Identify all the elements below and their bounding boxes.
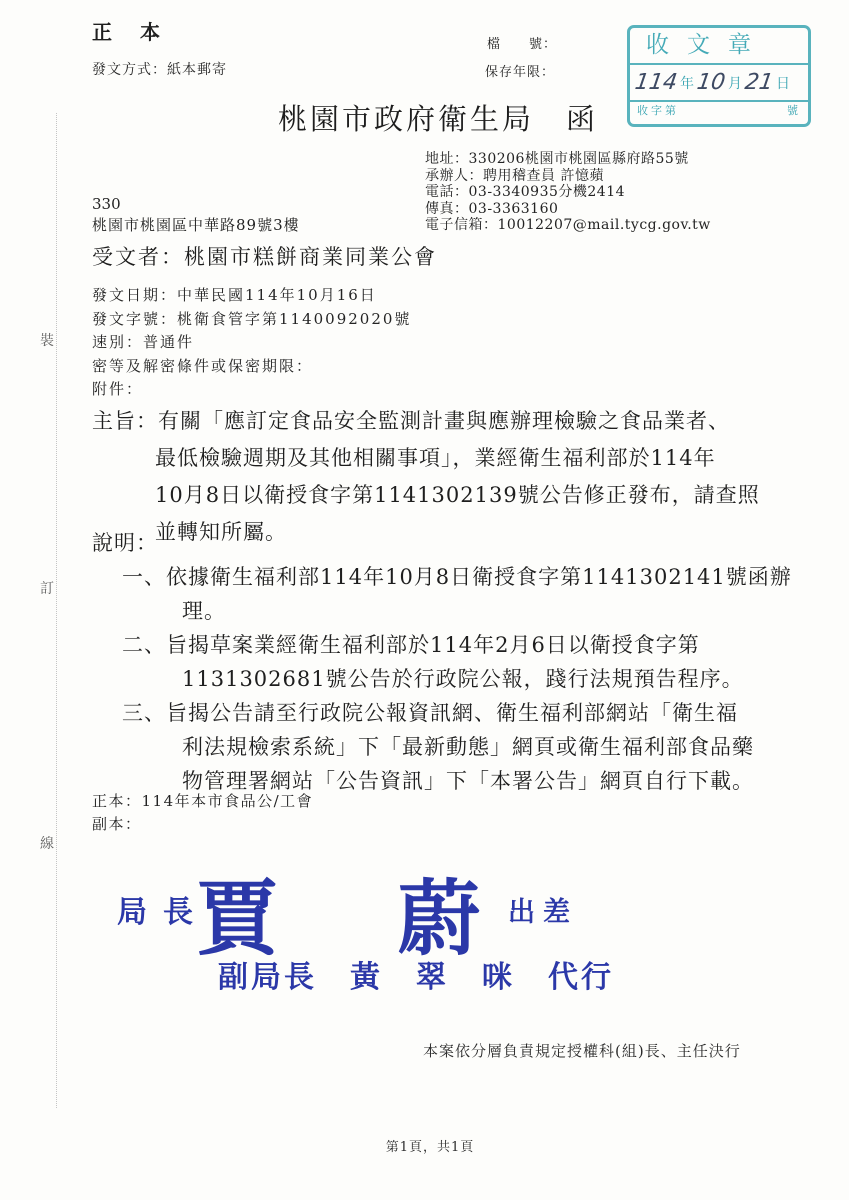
subject-line: 並轉知所屬。 [155, 520, 287, 544]
binding-mark-xian: 線 [40, 836, 54, 852]
binding-mark-zhuang: 裝 [40, 333, 54, 349]
day-unit-label: 日 [776, 75, 790, 92]
receipt-year-handwritten: 114 [633, 69, 679, 95]
receipt-stamp-title: 收文章 [630, 28, 808, 65]
contact-email: 電子信箱：10012207@mail.tycg.gov.tw [425, 217, 711, 233]
binding-mark-ding: 訂 [40, 581, 54, 597]
explanation-section [92, 526, 792, 798]
explanation-line: 利法規檢索系統」下「最新動態」網頁或衛生福利部食品藥 [182, 735, 754, 759]
security-class: 密等及解密條件或保密期限： [92, 356, 314, 375]
director-name-char-2: 蔚 [398, 871, 481, 967]
issue-number: 發文字號：桃衛食管字第1140092020號 [92, 309, 412, 328]
receipt-stamp-serial [630, 102, 808, 124]
month-unit-label: 月 [728, 75, 742, 92]
explanation-line: 三、旨揭公告請至行政院公報資訊網、衛生福利部網站「衛生福 [122, 701, 738, 725]
delegation-decision-note: 本案依分層負責規定授權科(組)長、主任決行 [423, 1042, 741, 1060]
director-name-char-1: 賈 [196, 871, 279, 967]
explanation-line: 物管理署網站「公告資訊」下「本署公告」網頁自行下載。 [182, 769, 754, 793]
receipt-day-handwritten: 21 [743, 69, 775, 95]
contact-block [425, 151, 711, 234]
explanation-line: 1131302681號公告於行政院公報，踐行法規預告程序。 [182, 667, 744, 691]
document-meta [92, 284, 411, 402]
copy-type-label: 正 本 [92, 20, 164, 44]
contact-fax: 傳真：03-3363160 [425, 200, 559, 217]
attachment-label: 附件： [92, 380, 144, 399]
director-title-label: 局長 [117, 895, 209, 930]
subject-line: 10月8日以衛授食字第1141302139號公告修正發布，請查照 [155, 483, 760, 507]
contact-phone: 電話：03-3340935分機2414 [425, 184, 626, 200]
recipient-address: 桃園市桃園區中華路89號3樓 [92, 216, 300, 234]
deputy-director-line: 副局長 黃 翠 咪 代行 [218, 960, 614, 995]
explanation-line: 二、旨揭草案業經衛生福利部於114年2月6日以衛授食字第 [122, 633, 700, 657]
serial-suffix-label: 號 [787, 104, 801, 117]
explanation-line: 一、依據衛生福利部114年10月8日衛授食字第1141302141號函辦 [122, 565, 792, 589]
director-status-label: 出差 [508, 897, 578, 928]
original-copy-line: 正本：114年本市食品公/工會 [92, 792, 314, 810]
file-number-label: 檔 號： [487, 37, 558, 52]
distribution-block [92, 790, 313, 836]
cc-copy-line: 副本： [92, 815, 142, 833]
serial-prefix-label: 收字第 [637, 104, 679, 117]
document-title: 桃園市政府衛生局 函 [278, 102, 599, 136]
page-number: 第1頁，共1頁 [385, 1140, 475, 1155]
subject-line: 主旨：有關「應訂定食品安全監測計畫與應辦理檢驗之食品業者、 [92, 409, 730, 433]
year-unit-label: 年 [680, 75, 694, 92]
explanation-line: 理。 [182, 599, 226, 623]
delivery-method-label: 發文方式：紙本郵寄 [92, 62, 227, 78]
recipient-zip: 330 [92, 195, 121, 213]
binding-dotted-line [56, 113, 57, 1108]
receipt-month-handwritten: 10 [695, 69, 727, 95]
explanation-label: 說明： [92, 531, 158, 555]
contact-person: 承辦人：聘用稽查員 許憶蘋 [425, 167, 604, 184]
subject-line: 最低檢驗週期及其他相關事項」，業經衛生福利部於114年 [155, 446, 716, 470]
signature-stamp-block [0, 852, 849, 1002]
recipient-line: 受文者：桃園市糕餅商業同業公會 [92, 245, 437, 269]
receipt-stamp-date [630, 65, 808, 102]
speed-class: 速別：普通件 [92, 333, 195, 352]
retention-period-label: 保存年限： [485, 65, 556, 80]
contact-address: 地址：330206桃園市桃園區縣府路55號 [425, 151, 689, 167]
receipt-stamp [627, 25, 811, 127]
issue-date: 發文日期：中華民國114年10月16日 [92, 286, 377, 304]
